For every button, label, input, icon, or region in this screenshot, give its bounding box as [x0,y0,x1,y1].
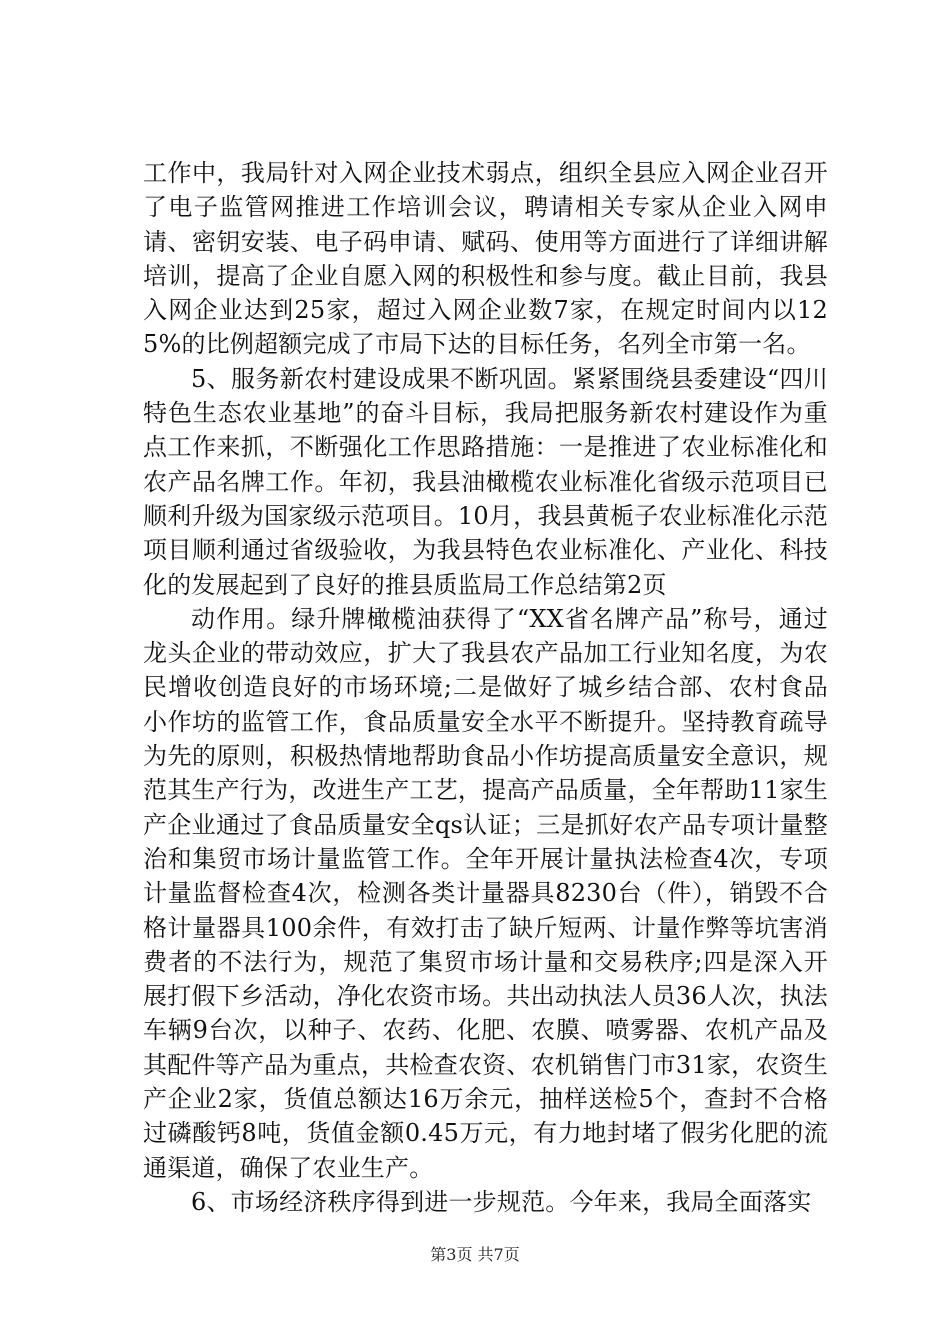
paragraph-2: 5、服务新农村建设成果不断巩固。紧紧围绕县委建设“四川特色生态农业基地”的奋斗目标，我局把服务新农村建设作为重点工作来抓，不断强化工作思路措施：一是推进了农业标准化和农产品名牌工作。年初，我县油橄榄农业标准化省级示范项目已顺利升级为国家级示范项目。10月，我县黄栀子农业标准化示范项目顺利通过省级验收，为我县特色农业标准化、产业化、科技化的发展起到了良好的推县质监局工作总结第2页 [143,364,828,599]
paragraph-4: 6、市场经济秩序得到进一步规范。今年来，我局全面落实 [191,1187,812,1216]
paragraph-3: 动作用。绿升牌橄榄油获得了“XX省名牌产品”称号，通过龙头企业的带动效应，扩大了我县农产品加工行业知名度，为农民增收创造良好的市场环境;二是做好了城乡结合部、农村食品小作坊的监管工作，食品质量安全水平不断提升。坚持教育疏导为先的原则，积极热情地帮助食品小作坊提高质量安全意识，规范其生产行为，改进生产工艺，提高产品质量，全年帮助11家生产企业通过了食品质量安全qs认证；三是抓好农产品专项计量整治和集贸市场计量监管工作。全年开展计量执法检查4次，专项计量监督检查4次，检测各类计量器具8230台（件），销毁不合格计量器具100余件，有效打击了缺斤短两、计量作弊等坑害消费者的不法行为，规范了集贸市场计量和交易秩序;四是深入开展打假下乡活动，净化农资市场。共出动执法人员36人次，执法车辆9台次，以种子、农药、化肥、农膜、喷雾器、农机产品及其配件等产品为重点，共检查农资、农机销售门市31家，农资生产企业2家，货值总额达16万余元，抽样送检5个，查封不合格过磷酸钙8吨，货值金额0.45万元，有力地封堵了假劣化肥的流通渠道，确保了农业生产。 [143,604,828,1182]
page-footer: 第3页 共7页 [430,1245,520,1264]
document-body [143,156,828,1219]
paragraph-1: 工作中，我局针对入网企业技术弱点，组织全县应入网企业召开了电子监管网推进工作培训会议，聘请相关专家从企业入网申请、密钥安装、电子码申请、赋码、使用等方面进行了详细讲解培训，提高了企业自愿入网的积极性和参与度。截止目前，我县入网企业达到25家，超过入网企业数7家，在规定时间内以125%的比例超额完成了市局下达的目标任务，名列全市第一名。 [143,159,828,359]
